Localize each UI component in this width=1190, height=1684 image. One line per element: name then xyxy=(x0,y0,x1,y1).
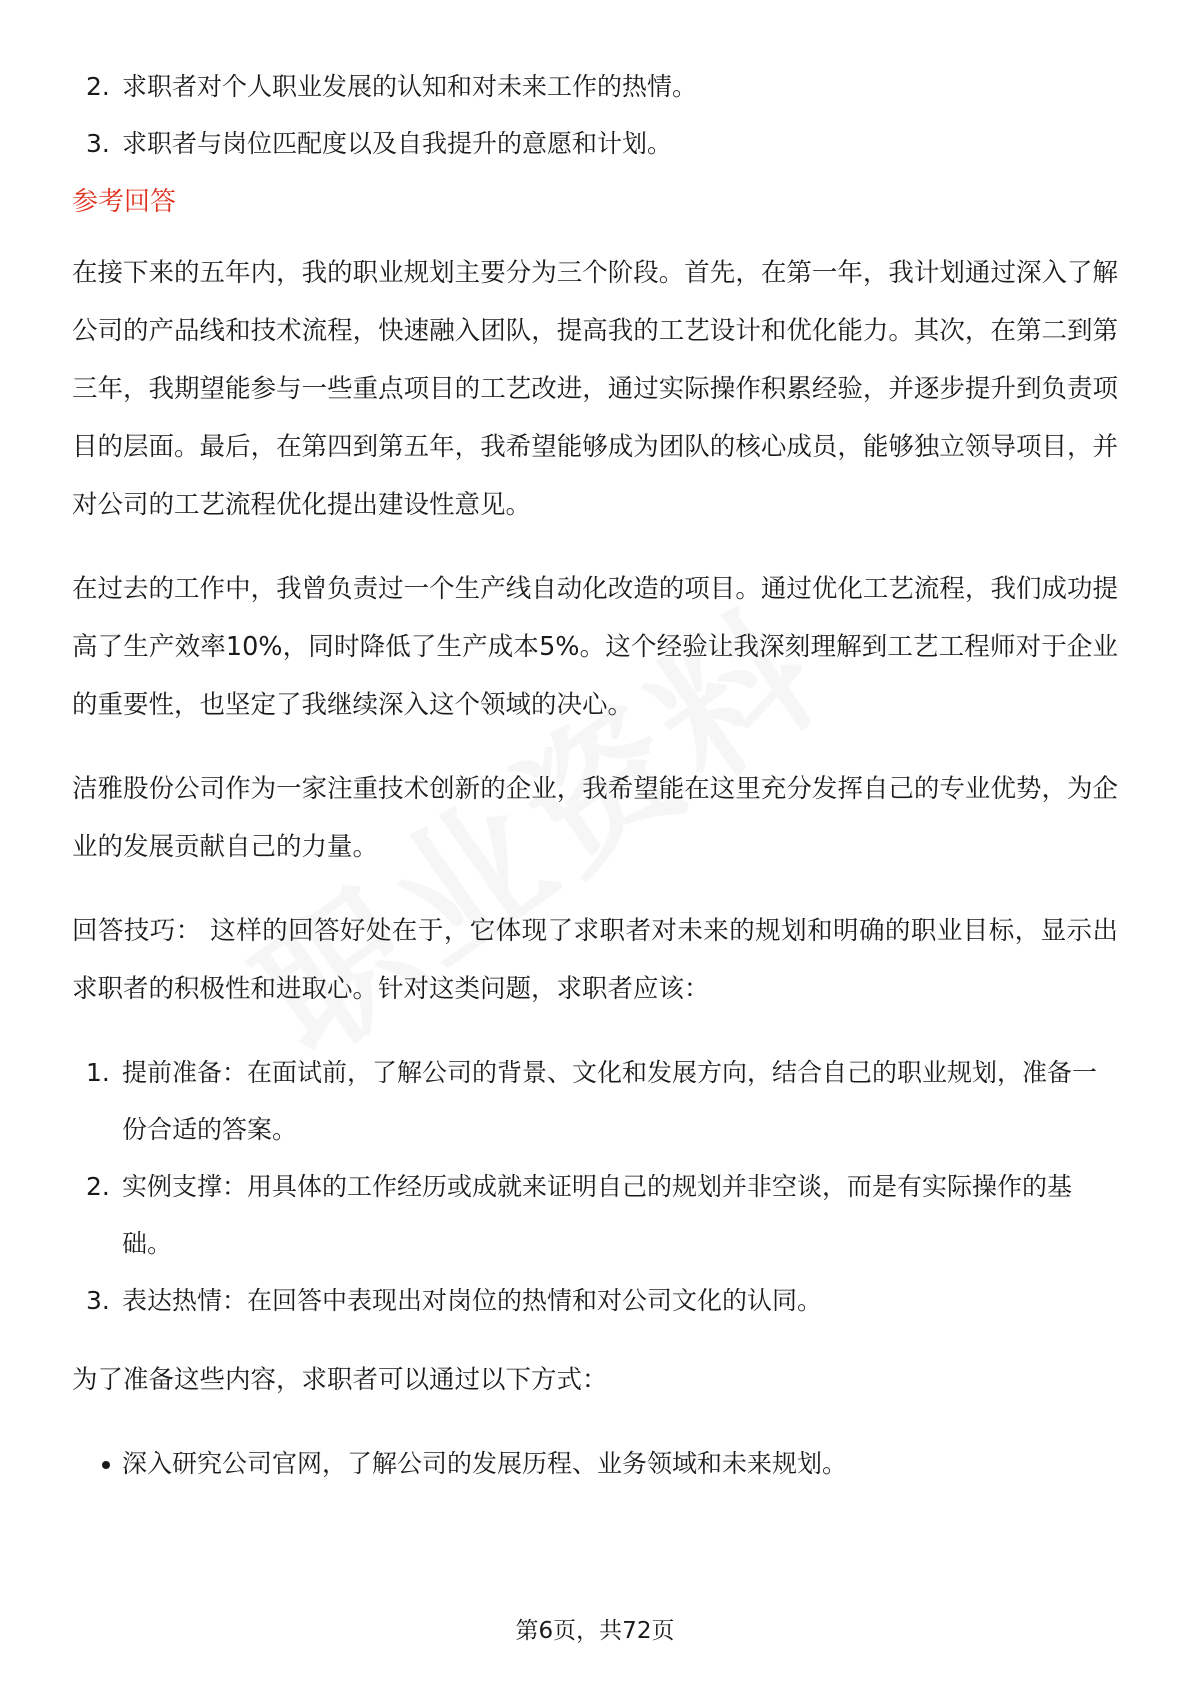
list-text: 实例支撑：用具体的工作经历或成就来证明自己的规划并非空谈，而是有实际操作的基础。 xyxy=(122,1172,1073,1258)
bullet-item xyxy=(72,1435,1118,1492)
list-number: 1. xyxy=(86,1058,110,1087)
answer-paragraph-2: 在过去的工作中，我曾负责过一个生产线自动化改造的项目。通过优化工艺流程，我们成功提高了生产效率10%，同时降低了生产成本5%。这个经验让我深刻理解到工艺工程师对于企业的重要性，也坚定了我继续深入这个领域的决心。 xyxy=(72,574,1118,720)
intro-list xyxy=(72,58,1118,172)
bullet-text: 深入研究公司官网，了解公司的发展历程、业务领域和未来规划。 xyxy=(122,1449,848,1478)
prep-intro-paragraph: 为了准备这些内容，求职者可以通过以下方式： xyxy=(72,1365,608,1395)
answer-paragraph-1: 在接下来的五年内，我的职业规划主要分为三个阶段。首先，在第一年，我计划通过深入了解公司的产品线和技术流程，快速融入团队，提高我的工艺设计和优化能力。其次，在第二到第三年，我期望能参与一些重点项目的工艺改进，通过实际操作积累经验，并逐步提升到负责项目的层面。最后，在第四到第五年，我希望能够成为团队的核心成员，能够独立领导项目，并对公司的工艺流程优化提出建设性意见。 xyxy=(72,258,1118,520)
list-item xyxy=(72,115,1118,172)
page-footer: 第6页，共72页 xyxy=(515,1618,675,1644)
list-number: 2. xyxy=(86,72,110,101)
tips-list xyxy=(72,1044,1118,1329)
tips-intro-paragraph: 回答技巧： 这样的回答好处在于，它体现了求职者对未来的规划和明确的职业目标，显示出求职者的积极性和进取心。针对这类问题，求职者应该： xyxy=(72,916,1118,1004)
list-text: 求职者对个人职业发展的认知和对未来工作的热情。 xyxy=(122,72,698,101)
list-number: 3. xyxy=(86,129,110,158)
list-item xyxy=(72,1272,1118,1329)
answer-paragraph-3: 洁雅股份公司作为一家注重技术创新的企业，我希望能在这里充分发挥自己的专业优势，为企业的发展贡献自己的力量。 xyxy=(72,774,1118,862)
list-number: 3. xyxy=(86,1286,110,1315)
list-text: 求职者与岗位匹配度以及自我提升的意愿和计划。 xyxy=(122,129,673,158)
list-item xyxy=(72,1044,1118,1158)
list-text: 表达热情：在回答中表现出对岗位的热情和对公司文化的认同。 xyxy=(122,1286,823,1315)
bullet-list xyxy=(72,1435,1118,1492)
list-text: 提前准备：在面试前，了解公司的背景、文化和发展方向，结合自己的职业规划，准备一份合适的答案。 xyxy=(122,1058,1098,1144)
document-page xyxy=(72,58,1118,1492)
section-title: 参考回答 xyxy=(72,187,177,217)
list-item xyxy=(72,58,1118,115)
list-item xyxy=(72,1158,1118,1272)
list-number: 2. xyxy=(86,1172,110,1201)
bullet-dot-icon xyxy=(72,1435,122,1492)
